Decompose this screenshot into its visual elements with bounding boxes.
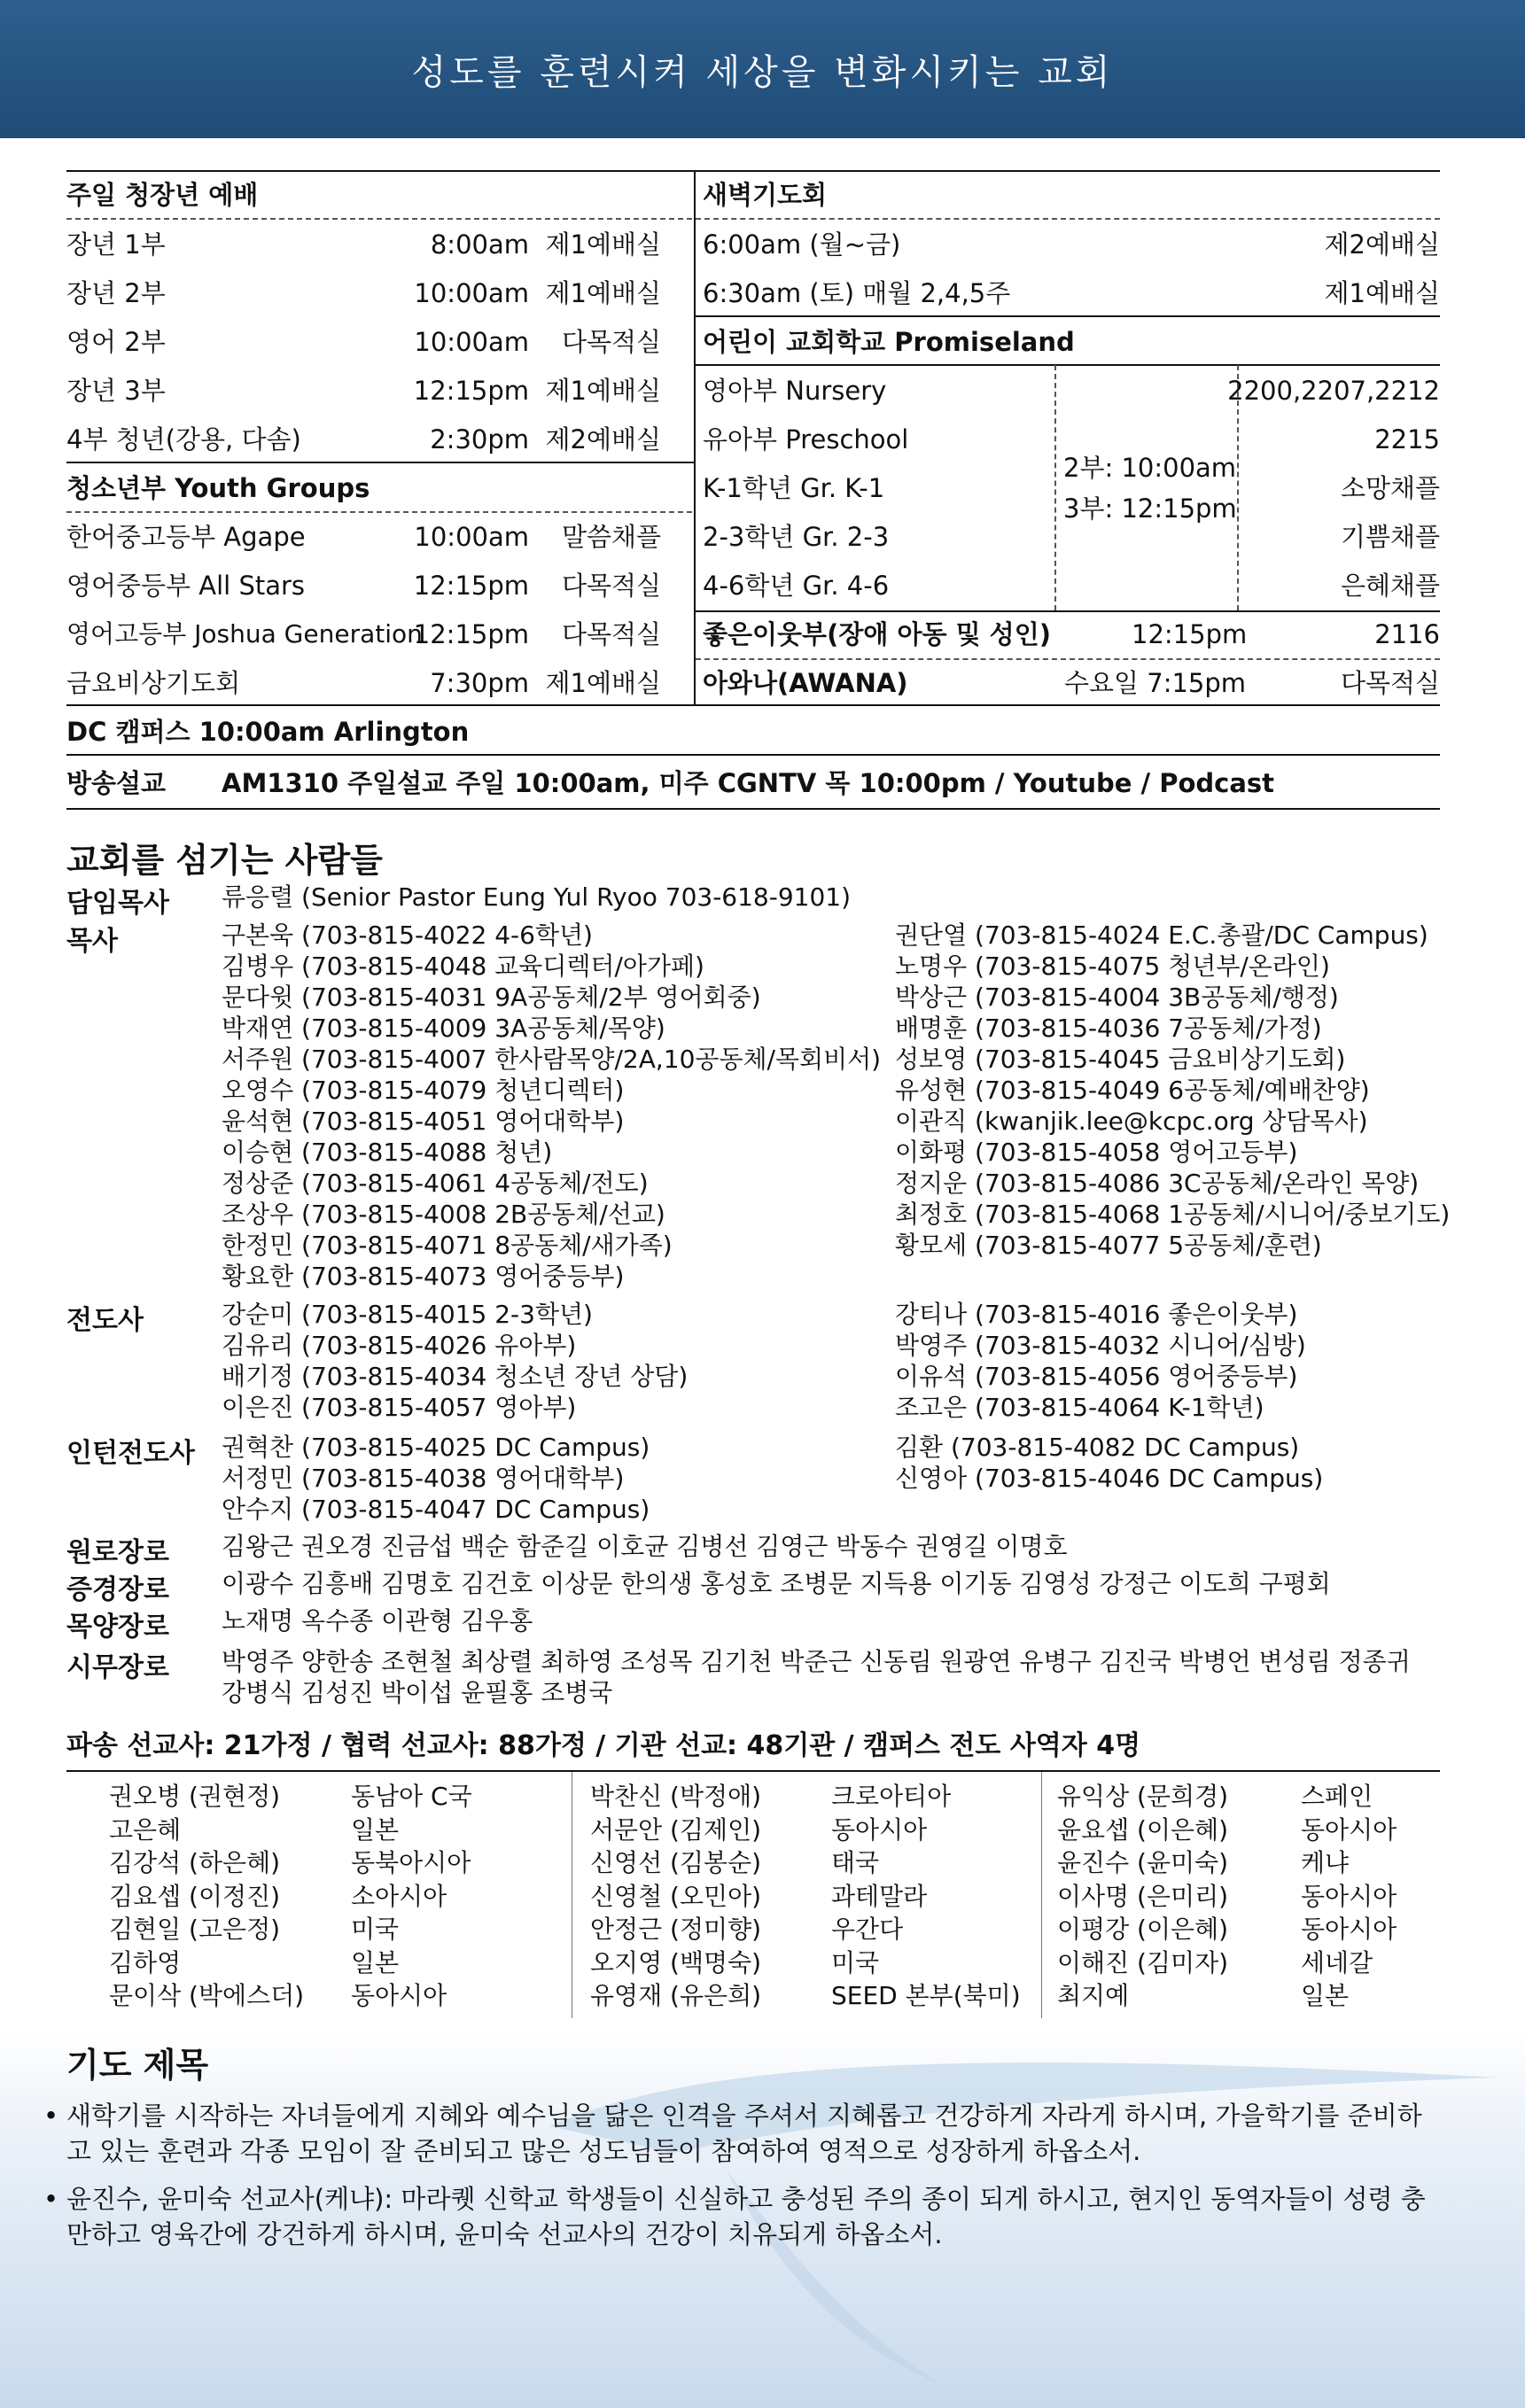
sunday-school-room: 소망채플	[1340, 473, 1440, 503]
shepherd-elders: 노재명 옥수종 이관형 김우홍	[222, 1606, 533, 1635]
mission-field: 동남아 C국	[351, 1782, 472, 1811]
table-top-border	[66, 170, 1440, 172]
divider	[696, 610, 1440, 612]
missionary-name: 이평강 (이은혜)	[1057, 1915, 1229, 1944]
sunday-school-class: 4-6학년 Gr. 4-6	[703, 571, 890, 601]
staff-entry: 강티나 (703-815-4016 좋은이웃부)	[895, 1300, 1298, 1329]
missionary-name: 신영선 (김봉순)	[590, 1848, 762, 1877]
broadcast-text: AM1310 주일설교 주일 10:00am, 미주 CGNTV 목 10:00pm / Youtube / Podcast	[222, 768, 1275, 798]
staff-entry: 배기정 (703-815-4034 청소년 장년 상담)	[222, 1362, 689, 1391]
table-center-divider	[694, 171, 696, 704]
worship-row-time: 10:00am	[414, 327, 529, 357]
staff-entry: 정상준 (703-815-4061 4공동체/전도)	[222, 1169, 649, 1198]
youth-row-time: 7:30pm	[430, 668, 529, 698]
dawn-row-time: 6:00am (월~금)	[703, 229, 901, 260]
staff-entry: 오영수 (703-815-4079 청년디렉터)	[222, 1076, 625, 1105]
divider	[66, 511, 692, 513]
divider	[66, 462, 694, 463]
youth-row-name: 영어고등부 Joshua Generation	[66, 619, 423, 649]
staff-entry: 박재연 (703-815-4009 3A공동체/목양)	[222, 1014, 665, 1043]
good-neighbor-room: 2116	[1374, 619, 1440, 649]
staff-entry: 신영아 (703-815-4046 DC Campus)	[895, 1464, 1324, 1493]
retired-elders-label: 증경장로	[66, 1574, 169, 1605]
staff-entry: 한정민 (703-815-4071 8공동체/새가족)	[222, 1231, 673, 1260]
sunday-school-class: 영아부 Nursery	[703, 376, 887, 406]
mission-field: 미국	[351, 1915, 400, 1944]
prayer-item	[43, 2181, 1440, 2252]
interns-right-list	[895, 1432, 1323, 1494]
missions-col1-names	[109, 1780, 304, 2013]
worship-row-room: 제1예배실	[545, 278, 661, 308]
staff-entry: 권혁찬 (703-815-4025 DC Campus)	[222, 1433, 650, 1462]
dawn-row-room: 제2예배실	[1324, 229, 1440, 260]
staff-entry: 김유리 (703-815-4026 유아부)	[222, 1331, 577, 1360]
prayer-text: 새학기를 시작하는 자녀들에게 지혜와 예수님을 닮은 인격을 주셔서 지혜롭고 건강하게 자라게 하시며, 가을학기를 준비하고 있는 훈련과 각종 모임이 잘 준비되고 많은 성도님들이 참여하여 영적으로 성장하게 하옵소서.	[66, 2101, 1422, 2166]
mission-field: 케냐	[1301, 1848, 1350, 1877]
staff-entry: 김환 (703-815-4082 DC Campus)	[895, 1433, 1300, 1462]
missionary-name: 김현일 (고은정)	[109, 1915, 281, 1944]
pastor-label: 목사	[66, 926, 118, 957]
missions-col3-places	[1301, 1780, 1397, 2013]
worship-row-room: 다목적실	[561, 327, 661, 357]
mission-field: 스페인	[1301, 1782, 1373, 1811]
staff-entry: 이은진 (703-815-4057 영아부)	[222, 1393, 577, 1422]
sunday-school-room: 은혜채플	[1340, 571, 1440, 601]
sunday-school-class: 2-3학년 Gr. 2-3	[703, 522, 890, 552]
senior-pastor-label: 담임목사	[66, 888, 169, 919]
missions-col1-places	[351, 1780, 472, 2013]
missionary-name: 유영재 (유은희)	[590, 1981, 762, 2010]
sunday-school-time: 2부: 10:00am	[1063, 453, 1237, 483]
missionary-name: 김강석 (하은혜)	[109, 1848, 281, 1877]
staff-entry: 강순미 (703-815-4015 2-3학년)	[222, 1300, 593, 1329]
mission-field: 일본	[351, 1814, 400, 1845]
prayer-item	[43, 2098, 1440, 2169]
evangelists-left-list	[222, 1299, 688, 1423]
mission-field: 미국	[831, 1947, 880, 1977]
staff-entry: 이화평 (703-815-4058 영어고등부)	[895, 1138, 1298, 1167]
divider	[696, 218, 1440, 220]
sunday-school-room: 기쁨채플	[1340, 522, 1440, 552]
mission-field: 크로아티아	[831, 1782, 952, 1811]
missions-col3-names	[1057, 1780, 1228, 2013]
sunday-school-title: 어린이 교회학교 Promiseland	[703, 327, 1075, 357]
staff-entry: 윤석현 (703-815-4051 영어대학부)	[222, 1107, 625, 1136]
youth-row-room: 말씀채플	[561, 522, 661, 552]
worship-row-name: 장년 2부	[66, 278, 166, 308]
bullet-icon: •	[43, 2101, 59, 2131]
mission-field: 소아시아	[351, 1881, 447, 1911]
sunday-school-room: 2200,2207,2212	[1227, 376, 1440, 406]
emeritus-elders: 김왕근 권오경 진금섭 백순 함준길 이호균 김병선 김영근 박동수 권영길 이명호	[222, 1532, 1068, 1561]
worship-row-name: 영어 2부	[66, 327, 166, 357]
missions-title: 파송 선교사: 21가정 / 협력 선교사: 88가정 / 기관 선교: 48기관 / 캠퍼스 전도 사역자 4명	[66, 1730, 1141, 1761]
active-elders-line2: 강병식 김성진 박이섭 윤필홍 조병국	[222, 1678, 613, 1707]
mission-field: 우간다	[831, 1915, 904, 1944]
staff-entry: 권단열 (703-815-4024 E.C.총괄/DC Campus)	[895, 920, 1428, 950]
missionary-name: 오지영 (백명숙)	[590, 1947, 762, 1977]
staff-entry: 박영주 (703-815-4032 시니어/심방)	[895, 1331, 1306, 1360]
youth-row-time: 12:15pm	[413, 619, 529, 649]
missionary-name: 윤요셉 (이은혜)	[1057, 1814, 1229, 1845]
dawn-title: 새벽기도회	[703, 180, 828, 210]
senior-pastor: 류응렬 (Senior Pastor Eung Yul Ryoo 703-618-9101)	[222, 882, 852, 912]
mission-field: 동아시아	[1301, 1881, 1397, 1911]
prayer-text: 윤진수, 윤미숙 선교사(케냐): 마라퀫 신학교 학생들이 신실하고 충성된 주의 종이 되게 하시고, 현지인 동역자들이 성령 충만하고 영육간에 강건하게 하시며, 윤미숙 선교사의 건강이 치유되게 하옵소서.	[66, 2184, 1426, 2249]
staff-entry: 황모세 (703-815-4077 5공동체/훈련)	[895, 1231, 1322, 1260]
staff-entry: 이관직 (kwanjik.lee@kcpc.org 상담목사)	[895, 1107, 1368, 1136]
missionary-name: 이해진 (김미자)	[1057, 1947, 1229, 1977]
worship-row-time: 10:00am	[414, 278, 529, 308]
divider	[1041, 1772, 1042, 2018]
staff-entry: 최정호 (703-815-4068 1공동체/시니어/중보기도)	[895, 1200, 1451, 1229]
missionary-name: 최지예	[1057, 1981, 1130, 2010]
good-neighbor-label: 좋은이웃부(장애 아동 및 성인)	[703, 619, 1051, 649]
interns-left-list	[222, 1432, 650, 1525]
staff-entry: 구본욱 (703-815-4022 4-6학년)	[222, 920, 593, 950]
youth-row-time: 12:15pm	[413, 571, 529, 601]
staff-entry: 이유석 (703-815-4056 영어중등부)	[895, 1362, 1298, 1391]
mission-field: 동아시아	[1301, 1915, 1397, 1944]
missionary-name: 김요셉 (이정진)	[109, 1881, 281, 1911]
mission-field: 동북아시아	[351, 1848, 471, 1877]
missionary-name: 박찬신 (박정애)	[590, 1782, 762, 1811]
youth-title: 청소년부 Youth Groups	[66, 473, 370, 503]
worship-row-name: 장년 3부	[66, 376, 166, 406]
divider	[696, 364, 1440, 366]
staff-entry: 유성현 (703-815-4049 6공동체/예배찬양)	[895, 1076, 1370, 1105]
bullet-icon: •	[43, 2184, 59, 2214]
sunday-school-class: K-1학년 Gr. K-1	[703, 473, 885, 503]
staff-entry: 박상근 (703-815-4004 3B공동체/행정)	[895, 983, 1339, 1012]
youth-row-name: 영어중등부 All Stars	[66, 571, 306, 601]
staff-entry: 배명훈 (703-815-4036 7공동체/가정)	[895, 1014, 1322, 1043]
worship-row-name: 4부 청년(강용, 다솜)	[66, 424, 301, 454]
mission-field: 일본	[351, 1947, 400, 1977]
worship-row-room: 제2예배실	[545, 424, 661, 454]
staff-entry: 서정민 (703-815-4038 영어대학부)	[222, 1464, 625, 1493]
divider	[66, 1770, 1440, 1772]
sunday-school-room: 2215	[1374, 424, 1440, 454]
worship-row-time: 2:30pm	[430, 424, 529, 454]
missions-col2-places	[831, 1780, 1021, 2013]
staff-entry: 노명우 (703-815-4075 청년부/온라인)	[895, 952, 1330, 981]
intern-label: 인턴전도사	[66, 1438, 195, 1469]
good-neighbor-time: 12:15pm	[1132, 619, 1248, 649]
worship-row-room: 제1예배실	[545, 376, 661, 406]
pastors-left-list	[222, 920, 881, 1292]
staff-entry: 안수지 (703-815-4047 DC Campus)	[222, 1495, 650, 1524]
divider	[66, 808, 1440, 810]
youth-row-name: 한어중고등부 Agape	[66, 522, 306, 552]
retired-elders: 이광수 김흥배 김명호 김건호 이상문 한의생 홍성호 조병문 지득용 이기동 김영성 강정근 이도희 구평회	[222, 1569, 1331, 1598]
staff-title: 교회를 섬기는 사람들	[66, 841, 383, 880]
divider	[66, 218, 692, 220]
missionary-name: 이사명 (은미리)	[1057, 1881, 1229, 1911]
worship-row-name: 장년 1부	[66, 229, 166, 260]
worship-row-room: 제1예배실	[545, 229, 661, 260]
worship-row-time: 8:00am	[430, 229, 529, 260]
dawn-row-time: 6:30am (토) 매월 2,4,5주	[703, 278, 1011, 308]
evangelists-right-list	[895, 1299, 1306, 1423]
staff-entry: 문다윗 (703-815-4031 9A공동체/2부 영어회중)	[222, 983, 761, 1012]
emeritus-elders-label: 원로장로	[66, 1537, 169, 1568]
missions-col2-names	[590, 1780, 761, 2013]
divider	[1054, 365, 1056, 610]
youth-row-name: 금요비상기도회	[66, 668, 241, 698]
worship-title: 주일 청장년 예배	[66, 180, 259, 210]
dawn-row-room: 제1예배실	[1324, 278, 1440, 308]
sunday-school-class: 유아부 Preschool	[703, 424, 909, 454]
mission-field: 세네갈	[1301, 1947, 1373, 1977]
active-elders-line1: 박영주 양한송 조현철 최상렬 최하영 조성목 김기천 박준근 신동림 원광연 유병구 김진국 박병언 변성림 정종귀	[222, 1647, 1411, 1676]
mission-field: 동아시아	[1301, 1814, 1397, 1845]
youth-row-room: 다목적실	[561, 619, 661, 649]
evangelist-label: 전도사	[66, 1305, 144, 1336]
missionary-name: 김하영	[109, 1947, 182, 1977]
awana-label: 아와나(AWANA)	[703, 668, 908, 698]
staff-entry: 김병우 (703-815-4048 교육디렉터/아가페)	[222, 952, 704, 981]
missionary-name: 윤진수 (윤미숙)	[1057, 1848, 1229, 1877]
missionary-name: 서문안 (김제인)	[590, 1814, 762, 1845]
youth-row-room: 제1예배실	[545, 668, 661, 698]
divider	[66, 704, 1440, 706]
staff-entry: 서주원 (703-815-4007 한사람목양/2A,10공동체/목회비서)	[222, 1045, 882, 1074]
missionary-name: 유익상 (문희경)	[1057, 1782, 1229, 1811]
youth-row-time: 10:00am	[414, 522, 529, 552]
staff-entry: 황요한 (703-815-4073 영어중등부)	[222, 1262, 625, 1291]
active-elders-label: 시무장로	[66, 1652, 169, 1683]
shepherd-elders-label: 목양장로	[66, 1612, 169, 1643]
missionary-name: 문이삭 (박에스더)	[109, 1981, 305, 2010]
mission-field: 동아시아	[351, 1981, 447, 2010]
missionary-name: 신영철 (오민아)	[590, 1881, 762, 1911]
staff-entry: 정지운 (703-815-4086 3C공동체/온라인 목양)	[895, 1169, 1420, 1198]
divider	[696, 315, 1440, 317]
worship-row-time: 12:15pm	[413, 376, 529, 406]
broadcast-label: 방송설교	[66, 768, 167, 798]
divider	[696, 658, 1440, 660]
page-banner	[0, 0, 1525, 138]
divider	[66, 754, 1440, 756]
awana-time: 수요일 7:15pm	[1064, 668, 1247, 698]
mission-field: 동아시아	[831, 1814, 928, 1845]
staff-entry: 조상우 (703-815-4008 2B공동체/선교)	[222, 1200, 665, 1229]
pastors-right-list	[895, 920, 1450, 1261]
banner-title: 성도를 훈련시켜 세상을 변화시키는 교회	[411, 51, 1114, 93]
staff-entry: 조고은 (703-815-4064 K-1학년)	[895, 1393, 1264, 1422]
missionary-name: 안정근 (정미향)	[590, 1915, 762, 1944]
mission-field: 과테말라	[831, 1881, 928, 1911]
mission-field: SEED 본부(북미)	[831, 1981, 1021, 2010]
dc-campus: DC 캠퍼스 10:00am Arlington	[66, 717, 470, 747]
missionary-name: 권오병 (권현정)	[109, 1782, 281, 1811]
missionary-name: 고은혜	[109, 1814, 182, 1845]
mission-field: 태국	[831, 1848, 880, 1877]
sunday-school-time: 3부: 12:15pm	[1063, 493, 1237, 524]
prayer-title: 기도 제목	[66, 2046, 209, 2085]
awana-room: 다목적실	[1340, 668, 1440, 698]
staff-entry: 이승현 (703-815-4088 청년)	[222, 1138, 553, 1167]
mission-field: 일본	[1301, 1981, 1350, 2010]
staff-entry: 성보영 (703-815-4045 금요비상기도회)	[895, 1045, 1346, 1074]
youth-row-room: 다목적실	[561, 571, 661, 601]
